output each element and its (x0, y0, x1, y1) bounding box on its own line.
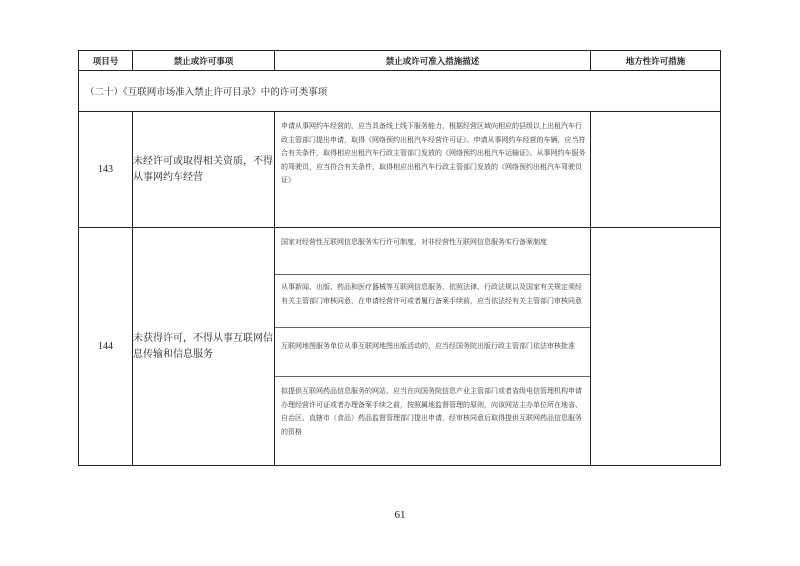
item-description (275, 228, 591, 466)
description-paragraph: 申请从事网约车经营的，应当具备线上线下服务能力，根据经营区域向相应的县级以上出租汽车行政主管部门提出申请，取得《网络预约出租汽车经营许可证》。申请从事网约车经营的车辆，应当符合有关条件，取得相应出租汽车行政主管部门发放的《网络预约出租汽车运输证》。从事网约车服务的驾驶员，应当符合有关条件，取得相应出租汽车行政主管部门发放的《网络预约出租汽车驾驶员证》 (281, 122, 586, 185)
local-measure-cell (591, 228, 721, 466)
description-paragraph: 从事新闻、出版、药品和医疗器械等互联网信息服务，依照法律、行政法规以及国家有关规定须经有关主管部门审核同意，在申请经营许可或者履行备案手续前，应当依法经有关主管部门审核同意 (275, 274, 590, 327)
header-item: 禁止或许可事项 (133, 51, 275, 71)
header-row (79, 51, 721, 71)
section-title: （二十）《互联网市场准入禁止许可目录》中的许可类事项 (79, 71, 721, 112)
item-number: 143 (79, 112, 133, 228)
description-paragraph: 国家对经营性互联网信息服务实行许可制度，对非经营性互联网信息服务实行备案制度 (281, 238, 547, 246)
page-number: 61 (394, 509, 406, 521)
description-paragraph: 拟提供互联网药品信息服务的网站，应当在向国务院信息产业主管部门或者省级电信管理机构申请办理经营许可证或者办理备案手续之前，按照属地监督管理的原则，向该网站主办单位所在地省、自治区、直辖市（食品）药品监督管理部门提出申请，经审核同意后取得提供互联网药品信息服务的资格 (275, 376, 590, 439)
table-row (79, 228, 721, 466)
header-item-number: 项目号 (79, 51, 133, 71)
local-measure-cell (591, 112, 721, 228)
item-description (275, 112, 591, 228)
item-name: 未经许可或取得相关资质，不得从事网约车经营 (133, 112, 275, 228)
permission-table (78, 50, 721, 466)
header-description: 禁止或许可准入措施描述 (275, 51, 591, 71)
item-name: 未获得许可，不得从事互联网信息传输和信息服务 (133, 228, 275, 466)
section-row (79, 71, 721, 112)
description-paragraph: 互联网地图服务单位从事互联网地图出版活动的，应当经国务院出版行政主管部门依法审核批准 (275, 327, 590, 376)
table-row (79, 112, 721, 228)
header-local-measures: 地方性许可措施 (591, 51, 721, 71)
item-number: 144 (79, 228, 133, 466)
